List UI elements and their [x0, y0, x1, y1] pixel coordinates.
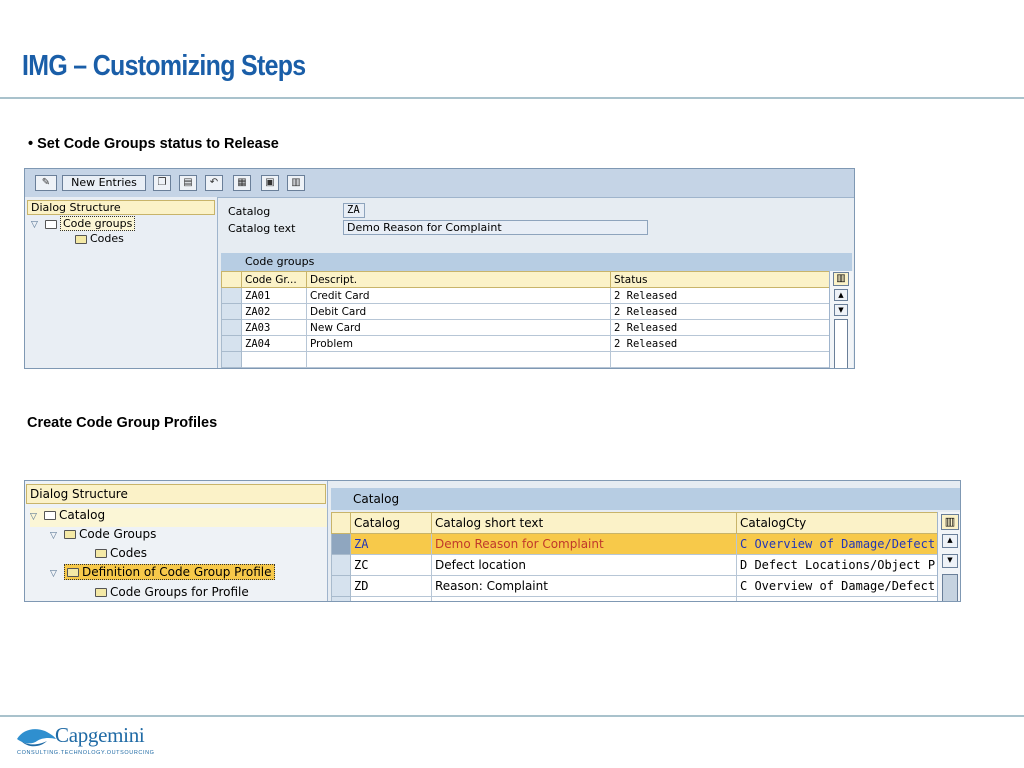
- table-row[interactable]: [332, 576, 938, 597]
- catalog-category-cell[interactable]: C Overview of Damage/Defect: [737, 576, 938, 597]
- column-config-icon[interactable]: ▥: [833, 272, 849, 286]
- code-groups-table: [221, 271, 830, 368]
- status-cell[interactable]: 2 Released: [611, 320, 830, 336]
- folder-icon: [75, 235, 87, 244]
- row-selector[interactable]: [222, 336, 242, 352]
- table-header-row: [222, 272, 830, 288]
- code-group-cell[interactable]: ZA01: [242, 288, 307, 304]
- code-groups-table-title: Code groups: [245, 255, 315, 268]
- column-config-icon[interactable]: ▥: [941, 514, 959, 530]
- scroll-down-icon[interactable]: ▼: [942, 554, 958, 568]
- catalog-table-titlebar: [331, 488, 961, 510]
- slide-title: IMG – Customizing Steps: [22, 50, 306, 82]
- catalog-category-cell[interactable]: C Overview of Damage/Defect: [737, 534, 938, 555]
- tree-item-label: Codes: [110, 546, 147, 560]
- row-selector[interactable]: [332, 534, 351, 555]
- column-header[interactable]: Catalog: [351, 513, 432, 534]
- tree-item-code-groups[interactable]: [31, 217, 135, 230]
- expand-triangle-icon[interactable]: ▽: [50, 569, 57, 579]
- table-row[interactable]: [222, 304, 830, 320]
- catalog-short-text-cell[interactable]: Demo Reason for Complaint: [432, 534, 737, 555]
- catalog-cell[interactable]: ZD: [351, 576, 432, 597]
- dialog-structure-header: Dialog Structure: [26, 484, 326, 504]
- catalog-category-cell[interactable]: D Defect Locations/Object P: [737, 555, 938, 576]
- tree-item-label: Code groups: [60, 216, 135, 231]
- spade-logo-icon: [15, 727, 57, 749]
- description-cell[interactable]: Debit Card: [307, 304, 611, 320]
- select-block-icon[interactable]: ▣: [261, 175, 279, 191]
- new-entries-button[interactable]: New Entries: [62, 175, 146, 191]
- scroll-thumb[interactable]: [834, 319, 848, 369]
- tree-item-codes[interactable]: [75, 232, 124, 245]
- row-selector[interactable]: [222, 288, 242, 304]
- sap-code-groups-screen: [24, 168, 855, 369]
- tree-item-label: Code Groups: [79, 527, 157, 541]
- delete-icon[interactable]: ▤: [179, 175, 197, 191]
- column-header[interactable]: Descript.: [307, 272, 611, 288]
- catalog-cell[interactable]: [351, 597, 432, 603]
- table-row[interactable]: [222, 320, 830, 336]
- table-scrollbar[interactable]: [829, 271, 853, 369]
- row-selector[interactable]: [222, 304, 242, 320]
- catalog-table: [331, 512, 938, 602]
- row-selector[interactable]: [332, 576, 351, 597]
- expand-triangle-icon[interactable]: ▽: [31, 220, 38, 230]
- folder-icon: [67, 568, 79, 577]
- brand-tagline: CONSULTING.TECHNOLOGY.OUTSOURCING: [17, 750, 155, 756]
- code-group-cell[interactable]: ZA02: [242, 304, 307, 320]
- sap-catalog-screen: [24, 480, 961, 602]
- dialog-structure-header: Dialog Structure: [27, 200, 215, 215]
- row-selector[interactable]: [332, 597, 351, 603]
- dialog-structure-pane: [25, 481, 328, 602]
- scroll-up-icon[interactable]: ▲: [834, 289, 848, 301]
- row-selector[interactable]: [222, 320, 242, 336]
- catalog-field[interactable]: ZA: [343, 203, 365, 218]
- folder-icon: [95, 588, 107, 597]
- capgemini-logo: [15, 723, 165, 763]
- scroll-up-icon[interactable]: ▲: [942, 534, 958, 548]
- table-row-selected[interactable]: [332, 534, 938, 555]
- status-cell[interactable]: [611, 352, 830, 368]
- bullet-release: • Set Code Groups status to Release: [28, 136, 279, 152]
- tree-item-label: Codes: [90, 232, 124, 245]
- folder-icon: [64, 530, 76, 539]
- code-group-cell[interactable]: ZA03: [242, 320, 307, 336]
- table-row[interactable]: [222, 336, 830, 352]
- column-header[interactable]: Catalog short text: [432, 513, 737, 534]
- code-group-cell[interactable]: ZA04: [242, 336, 307, 352]
- tree-item-code-group-profile[interactable]: [50, 565, 275, 579]
- catalog-text-label: Catalog text: [228, 222, 296, 235]
- footer-divider: [0, 715, 1024, 717]
- status-cell[interactable]: 2 Released: [611, 288, 830, 304]
- table-row[interactable]: [222, 288, 830, 304]
- sap-toolbar: [25, 169, 855, 198]
- table-scrollbar[interactable]: [937, 512, 961, 602]
- tree-item-code-groups[interactable]: [50, 527, 156, 541]
- description-cell[interactable]: Problem: [307, 336, 611, 352]
- catalog-cell[interactable]: ZC: [351, 555, 432, 576]
- table-row[interactable]: [332, 597, 938, 603]
- tree-item-codes[interactable]: [95, 546, 147, 560]
- row-selector[interactable]: [332, 555, 351, 576]
- status-cell[interactable]: 2 Released: [611, 336, 830, 352]
- code-group-cell[interactable]: [242, 352, 307, 368]
- table-row[interactable]: [332, 555, 938, 576]
- code-groups-table-titlebar: [221, 253, 852, 271]
- undo-icon[interactable]: ↶: [205, 175, 223, 191]
- row-selector[interactable]: [222, 352, 242, 368]
- catalog-short-text-cell[interactable]: [432, 597, 737, 603]
- deselect-all-icon[interactable]: ▥: [287, 175, 305, 191]
- description-cell[interactable]: New Card: [307, 320, 611, 336]
- column-header[interactable]: Status: [611, 272, 830, 288]
- catalog-text-field[interactable]: Demo Reason for Complaint: [343, 220, 648, 235]
- tree-item-label: Definition of Code Group Profile: [82, 565, 272, 579]
- catalog-short-text-cell[interactable]: Reason: Complaint: [432, 576, 737, 597]
- title-divider: [0, 97, 1024, 99]
- select-all-cell[interactable]: [222, 272, 242, 288]
- status-cell[interactable]: 2 Released: [611, 304, 830, 320]
- copy-icon[interactable]: ❐: [153, 175, 171, 191]
- dialog-structure-pane: [25, 197, 218, 369]
- tree-item-label: Catalog: [59, 508, 106, 522]
- select-all-icon[interactable]: ▦: [233, 175, 251, 191]
- catalog-short-text-cell[interactable]: Defect location: [432, 555, 737, 576]
- catalog-category-cell[interactable]: [737, 597, 938, 603]
- catalog-label: Catalog: [228, 205, 271, 218]
- table-row[interactable]: [222, 352, 830, 368]
- folder-icon: [95, 549, 107, 558]
- column-header[interactable]: Code Gr...: [242, 272, 307, 288]
- column-header[interactable]: CatalogCty: [737, 513, 938, 534]
- expand-triangle-icon[interactable]: ▽: [30, 512, 37, 522]
- description-cell[interactable]: [307, 352, 611, 368]
- catalog-cell[interactable]: ZA: [351, 534, 432, 555]
- expand-triangle-icon[interactable]: ▽: [50, 531, 57, 541]
- table-header-row: [332, 513, 938, 534]
- scroll-down-icon[interactable]: ▼: [834, 304, 848, 316]
- folder-open-icon: [45, 220, 57, 229]
- folder-open-icon: [44, 511, 56, 520]
- catalog-table-title: Catalog: [353, 492, 400, 506]
- bullet-profiles: Create Code Group Profiles: [27, 415, 218, 431]
- tree-item-label: Code Groups for Profile: [110, 585, 249, 599]
- select-all-cell[interactable]: [332, 513, 351, 534]
- bullet-release-text: Set Code Groups status to Release: [37, 136, 279, 152]
- tree-item-catalog[interactable]: [30, 508, 327, 527]
- tree-item-code-groups-for-profile[interactable]: [95, 585, 249, 599]
- change-display-icon[interactable]: ✎: [35, 175, 57, 191]
- brand-name: Capgemini: [55, 723, 145, 747]
- scroll-thumb[interactable]: [942, 574, 958, 602]
- description-cell[interactable]: Credit Card: [307, 288, 611, 304]
